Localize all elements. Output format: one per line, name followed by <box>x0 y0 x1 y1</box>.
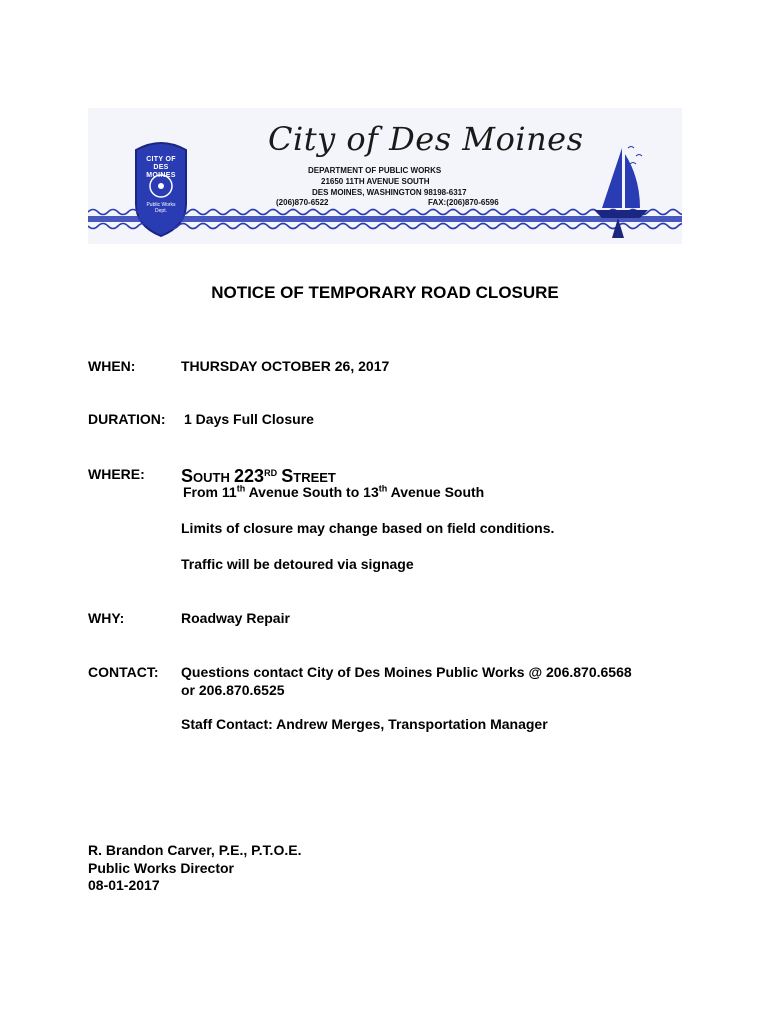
fax-number: FAX:(206)870-6596 <box>428 198 499 207</box>
signatory-name: R. Brandon Carver, P.E., P.T.O.E. <box>88 842 302 858</box>
department-name: DEPARTMENT OF PUBLIC WORKS <box>308 166 442 175</box>
seal-label <box>144 156 178 180</box>
address-line-1: 21650 11TH AVENUE SOUTH <box>321 177 430 186</box>
when-value: THURSDAY OCTOBER 26, 2017 <box>181 358 390 374</box>
contact-label: CONTACT: <box>88 664 159 680</box>
street-name: SOUTH 223RD STREET <box>181 466 336 486</box>
signatory-title: Public Works Director <box>88 860 235 876</box>
city-name: City of Des Moines <box>268 120 584 158</box>
why-value: Roadway Repair <box>181 610 290 626</box>
contact-line-2: or 206.870.6525 <box>181 682 285 698</box>
where-label: WHERE: <box>88 466 145 482</box>
seal-line-2: DES MOINES <box>146 164 176 179</box>
notice-title: NOTICE OF TEMPORARY ROAD CLOSURE <box>211 283 559 302</box>
phone-number: (206)870-6522 <box>276 198 329 207</box>
letterhead <box>88 108 682 244</box>
why-label: WHY: <box>88 610 125 626</box>
notice-date: 08-01-2017 <box>88 877 160 893</box>
closure-extent: From 11th Avenue South to 13th Avenue South <box>183 483 485 500</box>
seal-line-1: CITY OF <box>146 156 176 163</box>
address-line-2: DES MOINES, WASHINGTON 98198-6317 <box>312 188 467 197</box>
staff-contact: Staff Contact: Andrew Merges, Transportation Manager <box>181 716 548 732</box>
seal-bottom-text: Public Works Dept. <box>146 202 176 214</box>
traffic-note: Traffic will be detoured via signage <box>181 556 414 572</box>
contact-line-1: Questions contact City of Des Moines Public Works @ 206.870.6568 <box>181 664 632 680</box>
limits-note: Limits of closure may change based on field conditions. <box>181 520 555 536</box>
when-label: WHEN: <box>88 358 136 374</box>
duration-label: DURATION: <box>88 411 166 427</box>
duration-value: 1 Days Full Closure <box>184 411 314 427</box>
